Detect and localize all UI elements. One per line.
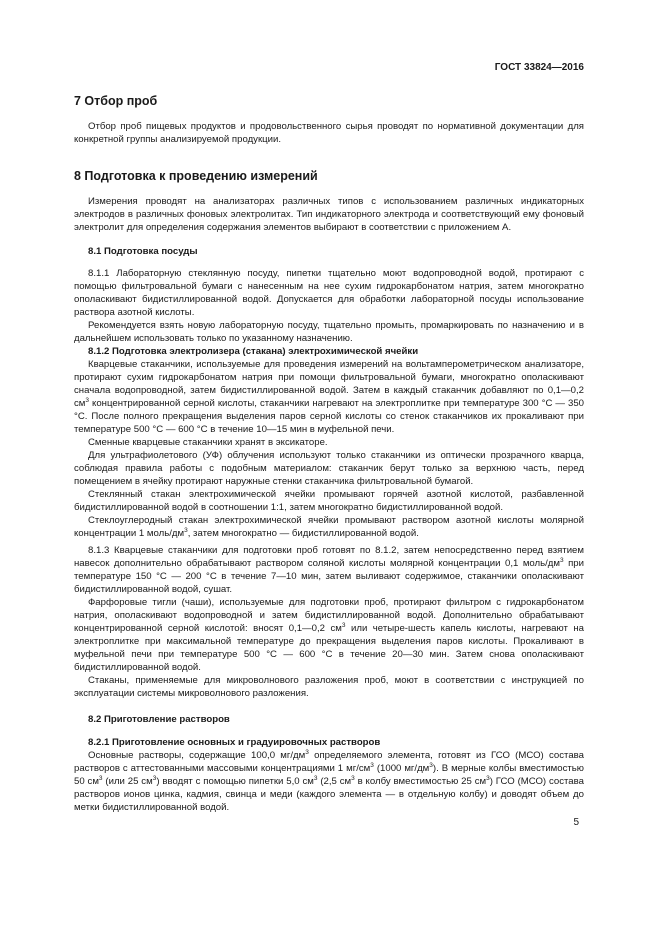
subsection-8-1-2-title: 8.1.2 Подготовка электролизера (стакана) электрохимической ячейки <box>88 346 419 357</box>
document-header: ГОСТ 33824—2016 <box>494 62 584 73</box>
paragraph-8-1-2-quartz <box>74 358 584 436</box>
superscript: 3 <box>486 775 490 782</box>
paragraph-8-1-2-glassy-carbon <box>74 514 584 540</box>
superscript: 3 <box>152 775 157 782</box>
section-7-title: 7 Отбор проб <box>74 94 158 108</box>
section-7-paragraph: Отбор проб пищевых продуктов и продовольственного сырья проводят по нормативной документации для конкретной группы анализируемой продукции. <box>74 121 584 145</box>
superscript: 3 <box>351 775 355 782</box>
superscript: 3 <box>184 527 188 534</box>
text-fragment: ) ГСО (МСО) состава растворов ионов цинка, кадмия, свинца и меди (каждого элемента — в отдельную колбу) и доводят объем до метки бидистиллированной водой. <box>74 776 584 813</box>
page-number: 5 <box>573 817 579 828</box>
text-fragment: определяемого элемента, готовят из ГСО (МСО) состава растворов с аттестованными массовыми концентрациями 1 мг/см <box>74 750 584 774</box>
text-fragment: (или 25 см <box>102 776 153 787</box>
text-fragment: Стеклоуглеродный стакан электрохимической ячейки промывают раствором азотной кислоты молярной концентрации 1 моль/дм <box>74 515 584 539</box>
superscript: 3 <box>560 557 564 564</box>
text-fragment: при температуре 150 °С — 200 °С в течение 7—10 мин, затем выливают содержимое, стаканчики ополаскивают бидистиллированной водой, сушат. <box>74 558 584 595</box>
page-body <box>74 60 584 814</box>
paragraph-8-1-recommend: Рекомендуется взять новую лабораторную посуду, тщательно промыть, промаркировать по назначению и в дальнейшем использовать только по указанному назначению. <box>74 320 584 344</box>
paragraph-8-1-3-crucibles <box>74 596 584 674</box>
superscript: 3 <box>341 622 346 629</box>
subsection-8-1-title: 8.1 Подготовка посуды <box>88 246 198 257</box>
section-8-title: 8 Подготовка к проведению измерений <box>74 169 318 183</box>
text-fragment: , затем многократно — бидистиллированной водой. <box>187 528 419 539</box>
superscript: 3 <box>305 749 309 756</box>
text-fragment: или четыре-шесть капель кислоты, нагревают на электроплитке при максимальной температуре до прекращения выделения паров кислоты. Прокаливают в муфельной печи при температуре 500 °С — 600 °С в течение 20—30 мин. Затем снова ополаскивают бидистиллированной водой. <box>74 623 584 673</box>
superscript: 3 <box>98 775 103 782</box>
superscript: 3 <box>313 775 318 782</box>
text-fragment: в колбу вместимостью 25 см <box>354 776 487 787</box>
text-fragment: 8.1.3 Кварцевые стаканчики для подготовки проб готовят по 8.1.2, затем непосредственно перед взятием навесок дополнительно обрабатывают раствором соляной кислоты молярной концентрации 0,1 моль/дм <box>74 545 584 569</box>
text-fragment: (1000 мг/дм <box>373 763 430 774</box>
superscript: 3 <box>370 762 374 769</box>
paragraph-8-2-1 <box>74 749 584 814</box>
superscript: 3 <box>429 762 433 769</box>
paragraph-8-1-2-storage: Сменные кварцевые стаканчики хранят в эксикаторе. <box>88 437 328 448</box>
subsection-8-2-title: 8.2 Приготовление растворов <box>88 714 230 725</box>
paragraph-8-1-3-microwave: Стаканы, применяемые для микроволнового разложения проб, моют в соответствии с инструкцией по эксплуатации системы микроволнового разложения. <box>74 675 584 699</box>
text-fragment: Фарфоровые тигли (чаши), используемые для подготовки проб, протирают фильтром с гидрокарбонатом натрия, ополаскивают водопроводной и затем бидистиллированной водой. Дополнительно обрабатывают концентрированной серной кислотой: вносят 0,1—0,2 см <box>74 597 584 634</box>
paragraph-8-1-2-uv: Для ультрафиолетового (УФ) облучения используют только стаканчики из оптически прозрачного кварца, соблюдая правила работы с подобным материалом: стаканчик берут только за верхнюю часть, перед помещением в ячейку протирают наружные стенки стаканчика фильтровальной бумагой. <box>74 450 584 487</box>
superscript: 3 <box>85 397 90 404</box>
paragraph-8-1-2-glass: Стеклянный стакан электрохимической ячейки промывают горячей азотной кислотой, разбавленной бидистиллированной водой в соотношении 1:1, затем многократно бидистиллированной водой. <box>74 489 584 513</box>
text-fragment: Основные растворы, содержащие 100,0 мг/дм <box>88 750 306 761</box>
text-fragment: ) вводят с помощью пипетки 5,0 см <box>156 776 314 787</box>
text-fragment: ). В мерные колбы вместимостью 50 см <box>74 763 584 787</box>
section-7-text <box>74 120 584 146</box>
text-fragment: (2,5 см <box>317 776 352 787</box>
text-fragment: Кварцевые стаканчики, используемые для проведения измерений на вольтамперометрическом анализаторе, протирают сухим гидрокарбонатом натрия при помощи фильтровальной бумаги, многократно ополаскивают сначала водопроводной, затем бидистиллированной водой. Затем в каждый стаканчик добавляют по 0,1—0,2 см <box>74 359 584 409</box>
paragraph-8-1-1: 8.1.1 Лабораторную стеклянную посуду, пипетки тщательно моют водопроводной водой, протирают с помощью фильтровальной бумаги с нанесенным на нее сухим гидрокарбонатом натрия, затем многократно ополаскивают бидистиллированной водой. Допускается для обработки лабораторной посуды использование раствора азотной кислоты. <box>74 268 584 318</box>
paragraph-8-1-3 <box>74 544 584 596</box>
text-fragment: концентрированной серной кислоты, стаканчики нагревают на электроплитке при температуре 300 °С — 350 °С. После полного прекращения выделения паров серной кислоты со стенок стаканчиков их прокаливают при температуре 500 °С — 600 °С в течение 10—15 мин в муфельной печи. <box>74 398 584 435</box>
section-8-paragraph: Измерения проводят на анализаторах различных типов с использованием различных индикаторных электродов в различных фоновых электролитах. Тип индикаторного электрода и соответствующий ему фоновый электролит для определения содержания элементов выбирают в соответствии с приложением А. <box>74 196 584 233</box>
subsection-8-2-1-title: 8.2.1 Приготовление основных и градуировочных растворов <box>88 737 381 748</box>
